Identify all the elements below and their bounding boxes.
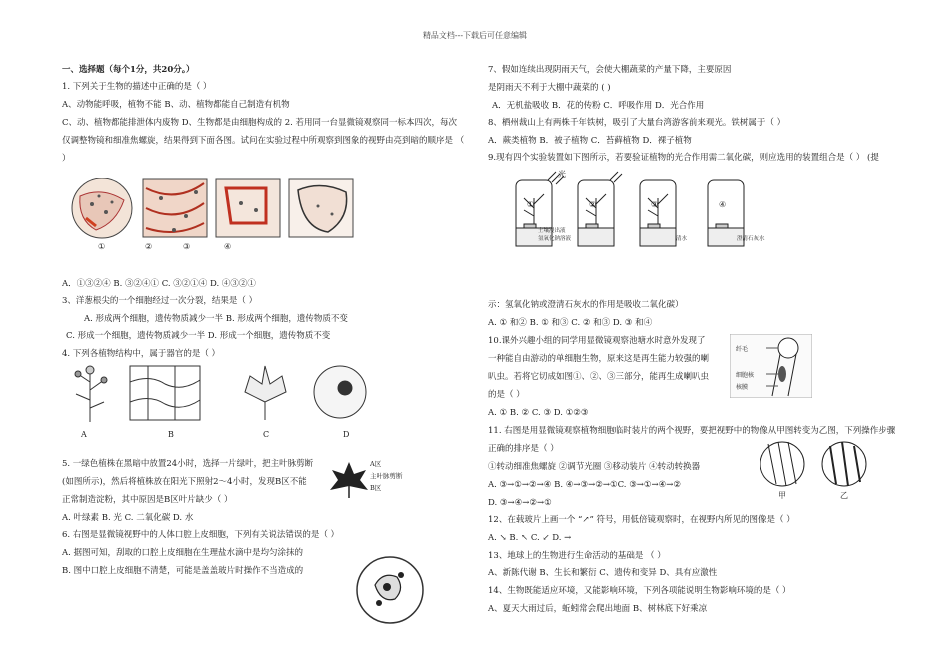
question-10-line-2: 一种能自由游动的单细胞生物，原来这是再生能力较强的喇	[488, 354, 710, 364]
question-11-steps: ①转动细准焦螺旋 ②调节光圈 ③移动装片 ④转动转换器	[488, 462, 701, 472]
question-10-line-3: 叭虫。若将它切成如图①、②、③三部分，能再生成喇叭虫	[488, 372, 710, 382]
question-3-options-cd: C. 形成一个细胞，遗传物质减少一半 D. 形成一个细胞，遗传物质不变	[66, 331, 331, 341]
field-label-jia: 甲	[778, 491, 786, 500]
question-1: 1. 下列关于生物的描述中正确的是（ ）	[62, 82, 212, 92]
figure-b-tissue	[130, 366, 200, 420]
light-label: 光	[558, 170, 566, 179]
question-2-line-3: ）	[62, 154, 71, 164]
plant-label-c: C	[263, 430, 270, 439]
question-8-options: A．蕨类植物 B．被子植物 C．苔藓植物 D．裸子植物	[488, 136, 692, 146]
question-7-options: A．无机盐吸收 B．花的传粉 C．呼吸作用 D．光合作用	[492, 101, 705, 111]
question-10-line-4: 的是（ ）	[488, 390, 525, 400]
apparatus-3	[640, 180, 676, 246]
question-13: 13、地球上的生物进行生命活动的基础是 （ ）	[488, 551, 666, 561]
field-yi	[822, 442, 866, 486]
question-11-options: A. ③→①→②→④ B. ④→③→②→①C. ③→①→④→②	[488, 480, 682, 490]
apparatus-2	[578, 180, 614, 246]
cheek-cells-figure	[355, 555, 425, 625]
question-14-options: A、夏天大雨过后，蚯蚓常会爬出地面 B、树林底下好乘凉	[488, 604, 708, 614]
leaf-cut-label: 主叶脉剪断	[370, 472, 403, 480]
question-3-options-ab: A. 形成两个细胞，遗传物质减少一半 B. 形成两个细胞，遗传物质不变	[84, 314, 348, 324]
view-4	[289, 179, 353, 237]
water-tag: 清水	[676, 236, 688, 242]
leaf-cut-figure	[328, 460, 370, 500]
question-10-options: A. ① B. ② C. ③ D. ①②③	[488, 408, 589, 418]
figure-a-whole-plant	[75, 366, 107, 422]
limewater-tag: 澄清石灰水	[737, 236, 765, 242]
page-header: 精品文档---下载后可任意编辑	[422, 31, 528, 40]
view-2	[143, 179, 207, 237]
question-3: 3、洋葱根尖的一个细胞经过一次分裂，结果是（ ）	[62, 296, 258, 306]
question-6-option-a: A. 据图可知，刮取的口腔上皮细胞在生理盐水滴中是均匀涂抹的	[62, 548, 304, 558]
question-12-options: A. ↘ B. ↖ C. ↙ D. →	[488, 533, 572, 543]
leaf-area-a-label: A区	[370, 460, 382, 468]
figure-c-leaf	[245, 366, 286, 420]
view-label-2: ②	[145, 242, 153, 251]
question-1-options-cd: C、动、植物都能排泄体内废物 D、生物都是由细胞构成的 2. 若用同一台显微镜观察同一标本四次，每次	[62, 118, 458, 128]
naoh-tag: 氢氧化钠溶液	[538, 236, 572, 242]
question-7-line-1: 7、假如连续出现阴雨天气，会使大棚蔬菜的产量下降，主要原因	[488, 65, 732, 75]
question-11-option-d: D. ③→④→②→①	[488, 498, 552, 508]
plant-structures-figure	[70, 362, 370, 424]
question-5-line-3: 正常制造淀粉，其中原因是B区叶片缺少（ ）	[62, 495, 233, 505]
view-label-4: ④	[224, 242, 232, 251]
question-9-options: A. ① 和② B. ① 和③ C. ② 和③ D. ③ 和④	[488, 318, 653, 328]
soil-extract-tag: 土壤浸出液	[538, 228, 566, 234]
question-2-options: A．①③②④ B. ③②④① C. ③②①④ D. ④③②①	[62, 279, 256, 289]
question-1-options-ab: A、动物能呼吸，植物不能 B、动、植物都能自己制造有机物	[62, 100, 290, 110]
question-14: 14、生物既能适应环境，又能影响环境，下列各项能说明生物影响环境的是（ ）	[488, 586, 791, 596]
leaf-area-b-label: B区	[370, 484, 382, 492]
view-3	[216, 179, 280, 237]
membrane-label: 核膜	[736, 384, 749, 391]
question-10-line-1: 10.课外兴趣小组的同学用显微镜观察池塘水时意外发现了	[488, 336, 706, 346]
apparatus-label-3: ③	[651, 200, 659, 209]
view-label-3: ③	[183, 242, 191, 251]
apparatus-label-4: ④	[719, 200, 727, 209]
question-2-line-2: 仅调整物镜和细准焦螺旋，结果得到下面各图。试问在实验过程中所观察到图象的视野由亮到暗的顺序是 （	[62, 136, 465, 146]
question-4: 4. 下列各植物结构中，属于器官的是（ ）	[62, 349, 221, 359]
question-11-line-1: 11. 右图是用显微镜观察植物细胞临时装片的两个视野，要把视野中的物像从甲图转变为乙图，下列操作步骤	[488, 426, 896, 436]
plant-label-b: B	[168, 430, 174, 439]
microscope-views-figure	[66, 178, 356, 240]
question-5-options: A. 叶绿素 B. 光 C. 二氧化碳 D. 水	[62, 513, 194, 523]
view-label-1: ①	[98, 242, 106, 251]
question-12: 12、在载玻片上画一个 “↗” 符号，用低倍镜观察时，在视野内所见的图像是（ ）	[488, 515, 795, 525]
question-9: 9.现有四个实验装置如下图所示，若要验证植物的光合作用需二氧化碳，则应选用的装置组合是（ ） (提	[488, 153, 879, 163]
field-label-yi: 乙	[840, 491, 848, 500]
figure-d-cell	[314, 366, 366, 418]
question-7-line-2: 是阴雨天不利于大棚中蔬菜的 ( )	[488, 83, 611, 93]
question-6: 6. 右图是显微镜视野中的人体口腔上皮细胞，下列有关说法错误的是（ ）	[62, 530, 340, 540]
question-5-line-2: (如图所示)，然后将植株放在阳光下照射2～4小时，发现B区不能	[62, 477, 307, 487]
apparatus-label-1: ①	[527, 200, 535, 209]
cilia-label: 纤毛	[736, 346, 749, 353]
question-5-line-1: 5. 一绿色植株在黑暗中放置24小时，选择一片绿叶，把主叶脉剪断	[62, 459, 314, 469]
microscope-fields-figure	[760, 440, 870, 488]
section-title: 一、选择题（每个1分，共20分。）	[62, 65, 195, 75]
plant-label-a: A	[81, 430, 87, 439]
question-8: 8、栖州裁山上有两株千年铁树，吸引了大量台湾游客前来观光。铁树属于（ ）	[488, 118, 786, 128]
nucleus-label: 细胞核	[736, 372, 755, 379]
question-6-option-b: B. 图中口腔上皮细胞不清楚，可能是盖盖玻片时操作不当造成的	[62, 566, 304, 576]
question-11-line-2: 正确的排序是（ ）	[488, 444, 559, 454]
question-13-options: A、新陈代谢 B、生长和繁衍 C、遗传和变异 D、具有应激性	[488, 568, 718, 578]
view-1	[72, 178, 132, 238]
apparatus-label-2: ②	[589, 200, 597, 209]
plant-label-d: D	[343, 430, 350, 439]
field-jia	[760, 442, 804, 486]
question-9-note: 示：氢氧化钠或澄清石灰水的作用是吸收二氧化碳）	[488, 300, 684, 310]
